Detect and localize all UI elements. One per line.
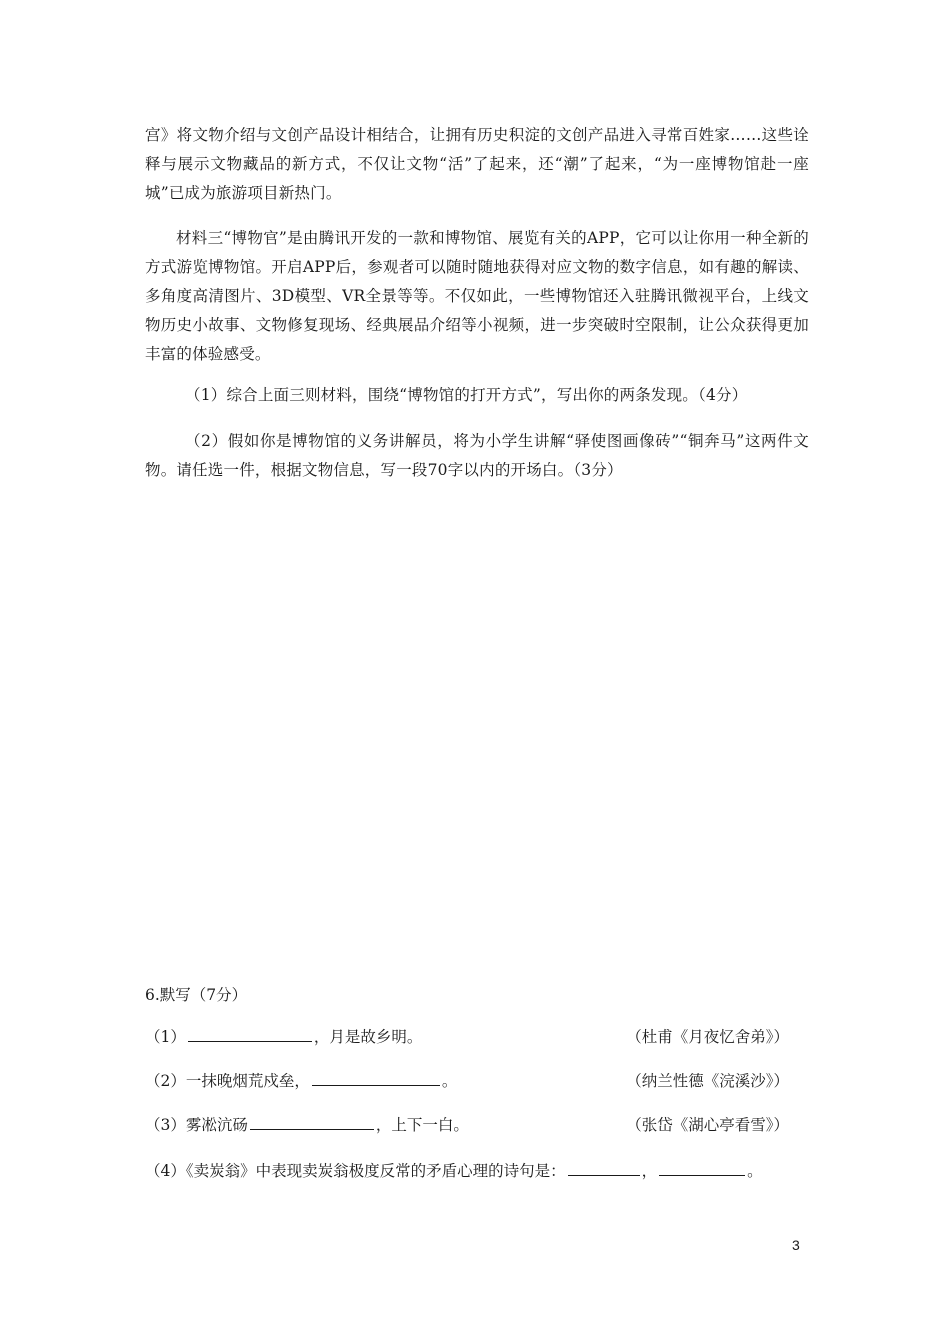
item-number: （1） <box>145 1028 186 1046</box>
item-text-after: 。 <box>747 1162 763 1180</box>
answer-blank[interactable] <box>188 1026 312 1042</box>
answer-blank[interactable] <box>659 1160 745 1176</box>
answer-blank[interactable] <box>312 1070 440 1086</box>
dictation-item-3 <box>145 1113 809 1137</box>
item-source: （杜甫《月夜忆舍弟》） <box>626 1028 789 1046</box>
item-text-mid: ， <box>641 1162 658 1180</box>
section-6-heading: 6.默写（7分） <box>145 986 248 1004</box>
dictation-item-1 <box>145 1025 809 1049</box>
item-source: （纳兰性德《浣溪沙》） <box>626 1072 789 1090</box>
dictation-item-4 <box>145 1159 809 1183</box>
item-source: （张岱《湖心亭看雪》） <box>626 1116 789 1134</box>
question-2: （2）假如你是博物馆的义务讲解员，将为小学生讲解“驿使图画像砖”“铜奔马”这两件文物。请任选一件，根据文物信息，写一段70字以内的开场白。（3分） <box>145 432 809 479</box>
item-text-after: 。 <box>441 1072 458 1090</box>
material-two-continued: 宫》将文物介绍与文创产品设计相结合，让拥有历史积淀的文创产品进入寻常百姓家……这些诠释与展示文物藏品的新方式，不仅让文物“活”了起来，还“潮”了起来，“为一座博物馆赴一座城”已成为旅游项目新热门。 <box>145 126 809 202</box>
page-number: 3 <box>792 1237 800 1253</box>
item-text-before: 雾凇沆砀 <box>185 1116 248 1134</box>
dictation-item-2 <box>145 1069 809 1093</box>
item-number: （3） <box>145 1116 186 1134</box>
material-three: 材料三“博物官”是由腾讯开发的一款和博物馆、展览有关的APP，它可以让你用一种全新的方式游览博物馆。开启APP后，参观者可以随时随地获得对应文物的数字信息，如有趣的解读、多角度高清图片、3D模型、VR全景等等。不仅如此，一些博物馆还入驻腾讯微视平台，上线文物历史小故事、文物修复现场、经典展品介绍等小视频，进一步突破时空限制，让公众获得更加丰富的体验感受。 <box>145 229 809 363</box>
answer-blank[interactable] <box>250 1114 374 1130</box>
question-1: （1）综合上面三则材料，围绕“博物馆的打开方式”，写出你的两条发现。（4分） <box>185 386 748 404</box>
answer-blank[interactable] <box>568 1160 640 1176</box>
item-number: （2） <box>145 1072 186 1090</box>
item-text-after: ，月是故乡明。 <box>313 1028 423 1046</box>
item-text-before: 《卖炭翁》中表现卖炭翁极度反常的矛盾心理的诗句是： <box>185 1162 566 1180</box>
item-text-after: ，上下一白。 <box>375 1116 469 1134</box>
item-text-before: 一抹晚烟荒戍垒， <box>185 1072 310 1090</box>
item-number: （4） <box>145 1162 186 1180</box>
